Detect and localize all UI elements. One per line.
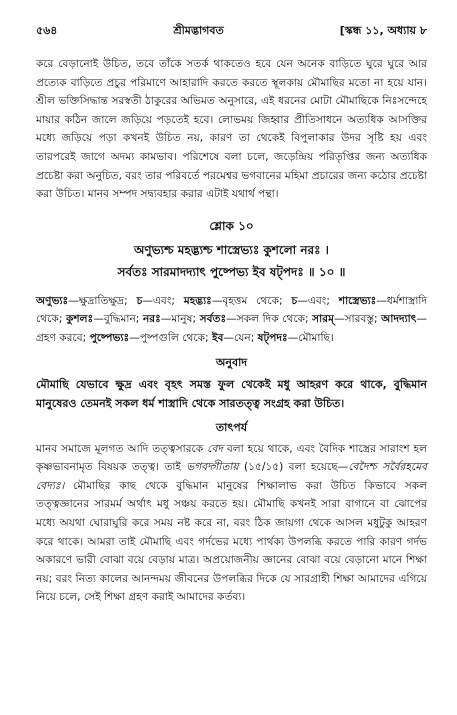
chapter-info: [স্কন্ধ ১১, অধ্যায় ৮: [339, 24, 427, 37]
purport-quote: বেদৈশ্চ সর্বৈরহমেব বেদ্যঃ।: [36, 461, 427, 492]
synonym-meaning: —পুষ্পগুলি থেকে;: [129, 331, 212, 344]
synonym-word: মহদ্ভ্যঃ: [183, 294, 212, 307]
verse-line-1: অণুভ্যশ্চ মহদ্ভ্যশ্চ শাস্ত্রেভ্যঃ কুশলো নরঃ ।: [134, 242, 329, 257]
synonym-word: সর্বতঃ: [199, 313, 227, 326]
synonym-word: ইব: [211, 331, 224, 344]
synonym-word: চ: [136, 294, 143, 307]
synonym-word: সারম্: [312, 313, 334, 326]
page-header: [36, 22, 427, 41]
synonym-word: শাস্ত্রেভ্যঃ: [338, 294, 377, 307]
purport-text: বলা হয়ে থাকে, এবং বৈদিক শাস্ত্রের সারাংশ হল কৃষ্ণভাবনামৃত বিষয়ক তত্ত্ব। তাই: [36, 442, 427, 474]
synonym-meaning: —সারবস্তু;: [333, 313, 382, 326]
translation-title: অনুবাদ: [215, 355, 248, 369]
synonym-meaning: —মানুষ;: [160, 313, 200, 326]
synonym-word: আদদ্যাৎ: [381, 313, 417, 326]
synonyms-paragraph: [36, 292, 427, 348]
intro-paragraph: করে বেড়ানোই উচিত, তবে তাঁকে সতর্ক থাকতেও হবে যেন অনেক বাড়িতে ঘুরে ঘুরে আর প্রত্যেক বাড়িতে প্রচুর পরিমাণে আহারাদি করতে করতে স্থূলকায় মৌমাছির মতো না হয়ে যান। শ্রীল ভক্তিসিদ্ধান্ত সরস্বতী ঠাকুরের অভিমত অনুসারে, এই ধরনের মোটা মৌমাছিকে নিঃসন্দেহে মায়ার কঠিন জালে জড়িয়ে পড়তেই হবে। লোভময় জিহ্বার প্রীতিসাধনে অত্যধিক আসক্তির মধ্যে জড়িয়ে পড়া কখনই উচিত নয়, কারণ তা থেকেই বিপুলাকার উদর সৃষ্টি হয় এবং তারপরেই জাগে অদম্য কামভাব। পরিশেষে বলা চলে, জড়েন্দ্রিয় পরিতৃপ্তির জন্য অত্যধিক প্রচেষ্টা করা অনুচিত, বরং তার পরিবর্তে পরমেশ্বর ভগবানের মহিমা প্রচারের জন্য কঠোর প্রচেষ্টা করা উচিত। মানব সম্পদ সদ্ব্যবহার করার এটাই যথার্থ পন্থা।: [36, 58, 427, 201]
synonym-meaning: —ধর্মশাস্ত্রাদি থেকে;: [36, 294, 428, 326]
verse-title: শ্লোক ১০: [209, 218, 254, 233]
synonym-meaning: —বুদ্ধিমান;: [93, 313, 143, 326]
purport-italic-term: ভগবদ্গীতায়: [186, 461, 239, 474]
synonym-meaning: —গ্রহণ করবে;: [36, 313, 427, 344]
purport-italic-term: বেদ: [207, 442, 223, 455]
purport-text: (১৫/১৫) বলা হয়েছে—: [238, 461, 349, 474]
synonym-word: চ: [291, 294, 298, 307]
purport-text: মানব সমাজে মূলগত আদি তত্ত্বসারকে: [36, 442, 208, 455]
synonym-meaning: —এবং;: [142, 294, 184, 307]
synonym-word: অণুভ্যঃ: [36, 294, 69, 307]
synonym-meaning: —এবং;: [297, 294, 339, 307]
synonym-meaning: —যেন;: [223, 331, 258, 344]
purport-title: তাৎপর্য: [215, 420, 248, 434]
translation-text: মৌমাছি যেভাবে ক্ষুদ্র এবং বৃহৎ সমস্ত ফুল থেকেই মধু আহরণ করে থাকে, বুদ্ধিমান মানুষেরও তেমনই সকল ধর্ম শাস্ত্রাদি থেকে সারতত্ত্ব সংগ্রহ করা উচিত।: [36, 377, 427, 410]
page-number: ৫৬৪: [36, 24, 58, 37]
synonym-meaning: —ক্ষুদ্রাতিক্ষুদ্র;: [68, 294, 137, 307]
purport-paragraph: [36, 440, 427, 607]
synonym-word: ষট্পদঃ: [257, 331, 288, 344]
synonym-word: নরঃ: [142, 313, 161, 326]
synonym-word: কুশলঃ: [65, 313, 94, 326]
synonym-word: পুষ্পেভ্যঃ: [89, 331, 130, 344]
verse-line-2: সর্বতঃ সারমাদদ্যাৎ পুষ্পেভ্য ইব ষট্পদঃ ॥ ১০ ॥: [117, 264, 346, 279]
synonym-meaning: —সকল দিক থেকে;: [226, 313, 313, 326]
synonym-meaning: —বৃহত্তম থেকে;: [211, 294, 292, 307]
purport-text: মৌমাছির কাছ থেকে বুদ্ধিমান মানুষের শিক্ষালাভ করা উচিত কিভাবে সকল তত্ত্বজ্ঞানের সারমর্ম অর্থাৎ মধু সঞ্চয় করতে হয়। মৌমাছি কখনই সারা বাগানে বা ঝোপের মধ্যে অযথা ঘোরাঘুরি করে সময় নষ্ট করে না, বরং ঠিক জায়গা থেকে আসল মধুটুকু আহরণ করে থাকে। আমরা তাই মৌমাছি এবং গর্দভের মধ্যে পার্থক্য উপলব্ধি করতে পারি কারণ গর্দভ অকারণে ভারী বোঝা বয়ে বেড়ায় মাত্র। অপ্রয়োজনীয় জ্ঞানের বোঝা বয়ে বেড়ানো মানে শিক্ষা নয়; বরং নিত্য কালের আনন্দময় জীবনের উপলব্ধির দিকে যে সারগ্রাহী শিক্ষা আমাদের এগিয়ে নিয়ে চলে, সেই শিক্ষা গ্রহণ করাই আমাদের কর্তব্য।: [36, 479, 427, 604]
synonym-meaning: —মৌমাছি।: [287, 331, 334, 344]
book-title: শ্রীমদ্ভাগবত: [173, 24, 224, 37]
